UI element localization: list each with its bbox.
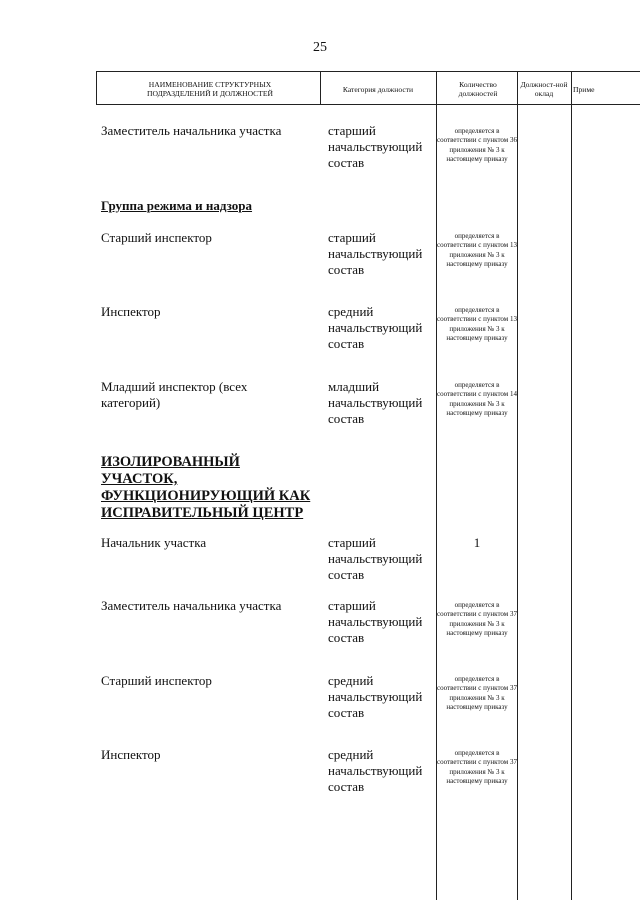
- position-name: Младший инспектор (всех категорий): [101, 379, 248, 410]
- position-name: Инспектор: [101, 747, 161, 762]
- column-divider: [517, 72, 518, 900]
- header-category-column: Категория должности: [342, 84, 414, 94]
- column-divider: [571, 72, 572, 900]
- position-quantity: определяется в соответствии с пунктом 37 приложения № 3 к настоящему приказу: [437, 601, 517, 638]
- position-quantity: определяется в соответствии с пунктом 13 приложения № 3 к настоящему приказу: [437, 232, 517, 269]
- header-name-column: НАИМЕНОВАНИЕ СТРУКТУРНЫХ ПОДРАЗДЕЛЕНИЙ И ДОЛЖНОСТЕЙ: [146, 80, 274, 98]
- position-name: Заместитель начальника участка: [101, 123, 282, 138]
- table-header-rule: [96, 104, 640, 105]
- position-quantity: определяется в соответствии с пунктом 13 приложения № 3 к настоящему приказу: [437, 306, 517, 343]
- position-quantity: определяется в соответствии с пунктом 37 приложения № 3 к настоящему приказу: [437, 749, 517, 786]
- position-name: Старший инспектор: [101, 673, 212, 688]
- position-category: младший начальствующий состав: [328, 379, 423, 426]
- position-category: старший начальствующий состав: [328, 598, 423, 645]
- position-quantity: определяется в соответствии с пунктом 37 приложения № 3 к настоящему приказу: [437, 675, 517, 712]
- position-name: Начальник участка: [101, 535, 207, 550]
- position-category: старший начальствующий состав: [328, 535, 423, 582]
- group-title: Группа режима и надзора: [101, 198, 253, 213]
- position-category: средний начальствующий состав: [328, 673, 423, 720]
- header-salary-column: Должност-ной оклад: [520, 80, 568, 98]
- position-quantity: определяется в соответствии с пунктом 36 приложения № 3 к настоящему приказу: [437, 127, 517, 164]
- header-quantity-column: Количество должностей: [458, 80, 498, 98]
- position-category: средний начальствующий состав: [328, 747, 423, 794]
- position-name: Инспектор: [101, 304, 161, 319]
- column-divider: [320, 72, 321, 105]
- header-note-column: Приме: [573, 84, 595, 94]
- position-name: Старший инспектор: [101, 230, 212, 245]
- section-title: ИЗОЛИРОВАННЫЙ УЧАСТОК, ФУНКЦИОНИРУЮЩИЙ КАК ИСПРАВИТЕЛЬНЫЙ ЦЕНТР: [101, 454, 311, 521]
- table-top-rule: [96, 71, 640, 72]
- position-quantity: 1: [473, 535, 481, 550]
- position-name: Заместитель начальника участка: [101, 598, 282, 613]
- position-category: старший начальствующий состав: [328, 230, 423, 277]
- column-divider: [96, 72, 97, 105]
- page-number: 25: [313, 40, 327, 55]
- position-category: средний начальствующий состав: [328, 304, 423, 351]
- position-quantity: определяется в соответствии с пунктом 14 приложения № 3 к настоящему приказу: [437, 381, 517, 418]
- position-category: старший начальствующий состав: [328, 123, 423, 170]
